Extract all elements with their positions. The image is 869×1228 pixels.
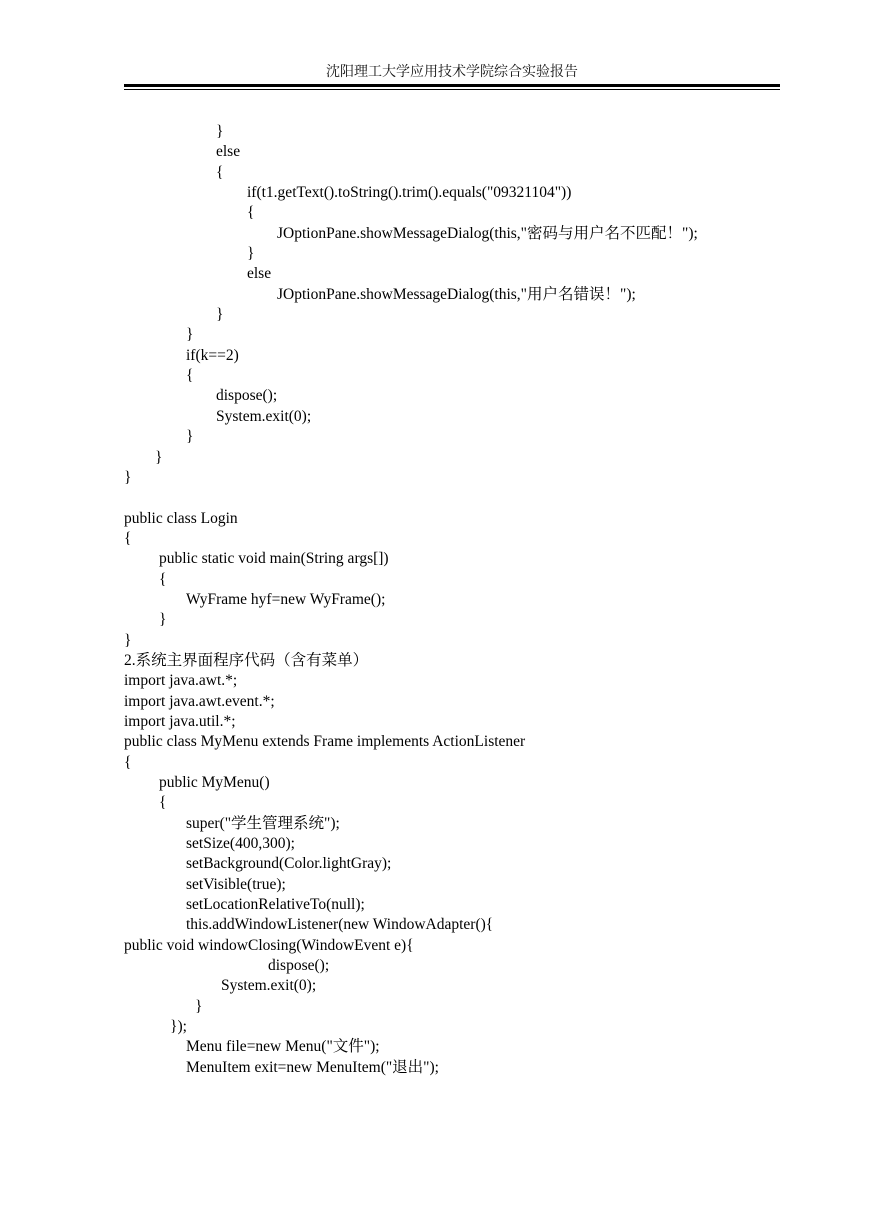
code-line: setBackground(Color.lightGray);: [186, 855, 392, 873]
code-line: }: [195, 997, 203, 1015]
code-line: {: [124, 529, 132, 547]
code-line: }: [124, 631, 132, 649]
code-line: }: [247, 245, 255, 263]
page-header-title: 沈阳理工大学应用技术学院综合实验报告: [326, 64, 578, 80]
code-line: {: [247, 204, 255, 222]
code-line: public MyMenu(): [159, 774, 270, 791]
header-rule-thin: [124, 89, 780, 90]
code-line: }: [159, 611, 167, 629]
code-line: {: [124, 753, 132, 771]
code-line: {: [159, 794, 167, 812]
code-line: }: [124, 468, 132, 486]
code-line: }: [186, 326, 194, 344]
code-line: dispose();: [216, 387, 278, 405]
code-line: System.exit(0);: [221, 977, 317, 995]
code-line: dispose();: [268, 957, 330, 975]
code-line: JOptionPane.showMessageDialog(this,"用户名错误！");: [277, 285, 636, 303]
code-line: System.exit(0);: [216, 407, 312, 425]
code-line: setLocationRelativeTo(null);: [186, 896, 365, 914]
code-line: [124, 488, 869, 508]
code-line: super("学生管理系统");: [186, 814, 340, 832]
code-line: }: [216, 123, 224, 140]
code-line: MenuItem exit=new MenuItem("退出");: [186, 1058, 439, 1076]
code-line: public static void main(String args[]): [159, 550, 389, 568]
code-line: }: [155, 448, 163, 466]
code-line: }: [216, 306, 224, 324]
code-line: }: [186, 428, 194, 446]
code-line: else: [247, 265, 272, 283]
code-line: if(t1.getText().toString().trim().equals("09321104")): [247, 184, 572, 202]
header-rule-thick: [124, 84, 780, 87]
code-line: });: [170, 1018, 187, 1036]
code-line: WyFrame hyf=new WyFrame();: [186, 590, 386, 608]
code-line: {: [186, 367, 194, 385]
code-line: public class Login: [124, 509, 238, 527]
code-line: if(k==2): [186, 346, 239, 364]
code-line: import java.awt.*;: [124, 672, 238, 690]
code-line: setSize(400,300);: [186, 835, 295, 853]
code-line: setVisible(true);: [186, 875, 286, 893]
code-line: {: [216, 163, 224, 181]
code-line: {: [159, 570, 167, 588]
section-heading: 2.系统主界面程序代码（含有菜单）: [124, 651, 369, 669]
code-line: else: [216, 143, 241, 161]
code-line: import java.util.*;: [124, 712, 236, 730]
code-line: this.addWindowListener(new WindowAdapter(){: [186, 916, 494, 934]
code-line: Menu file=new Menu("文件");: [186, 1038, 380, 1056]
code-line: import java.awt.event.*;: [124, 692, 275, 710]
code-line: public class MyMenu extends Frame implements ActionListener: [124, 733, 526, 751]
code-listing: [0, 122, 869, 1078]
code-line: JOptionPane.showMessageDialog(this,"密码与用户名不匹配！");: [277, 224, 698, 242]
code-line: public void windowClosing(WindowEvent e){: [124, 936, 414, 954]
